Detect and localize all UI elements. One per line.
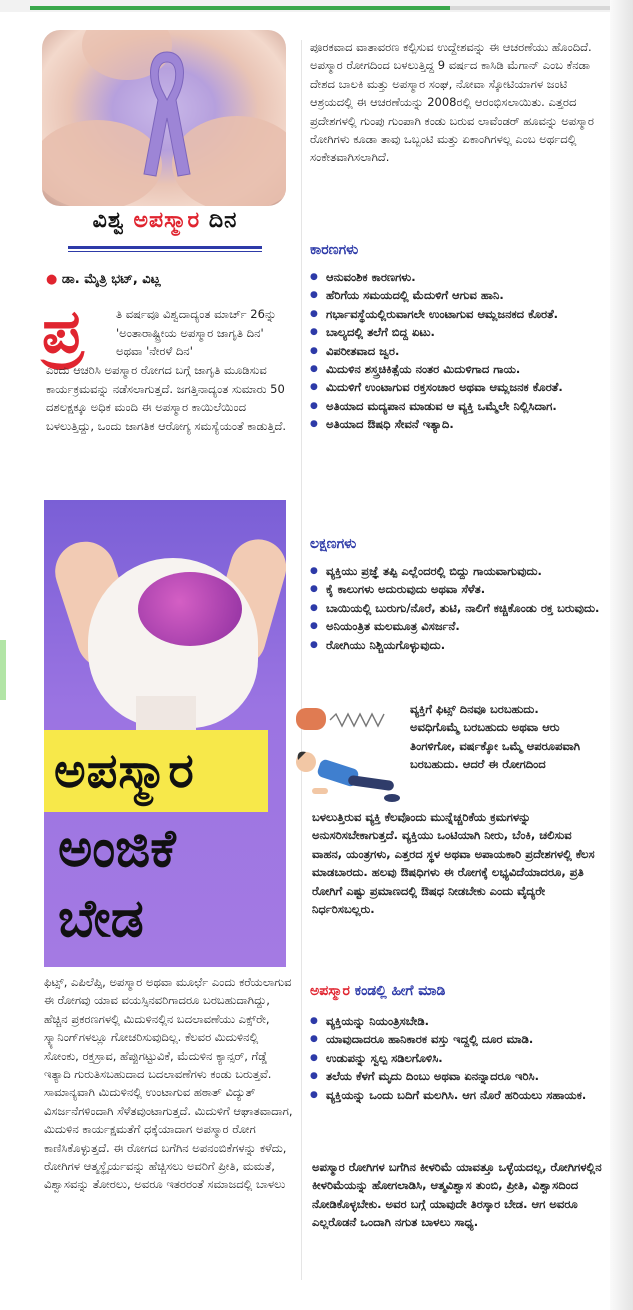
closing-paragraph: ಅಪಸ್ಮಾರ ರೋಗಿಗಳ ಬಗೆಗಿನ ಕೀಳರಿಮೆ ಯಾವತ್ತೂ ಒಳ್ಳೆಯದಲ್ಲ, ರೋಗಿಗಳಲ್ಲಿನ ಕೀಳರಿಮೆಯನ್ನು ಹೋಗಲಾಡಿಸಿ, ಆತ್ಮವಿಶ್ವಾಸ ತುಂಬಿ, ಪ್ರೀತಿ, ವಿಶ್ವಾಸದಿಂದ ನೋಡಿಕೊಳ್ಳಬೇಕು. ಅವರ ಬಗ್ಗೆ ಯಾವುದೇ ತಿರಸ್ಕಾರ ಬೇಡ. ಆಗ ಅವರೂ ಎಲ್ಲರೊಡನೆ ಒಂದಾಗಿ ನಗುತ ಬಾಳಲು ಸಾಧ್ಯ.: [312, 1160, 602, 1230]
article-body-right: ಪೂರಕವಾದ ವಾತಾವರಣ ಕಲ್ಪಿಸುವ ಉದ್ದೇಶವನ್ನು ಈ ಆಚರಣೆಯು ಹೊಂದಿದೆ. ಅಪಸ್ಮಾರ ರೋಗದಿಂದ ಬಳಲುತ್ತಿದ್ದ 9 ವರ್ಷದ ಕಾಸಿಡಿ ಮೆಗಾನ್ ಎಂಬ ಕೆನಡಾ ದೇಶದ ಬಾಲಕಿ ಮತ್ತು ಅಪಸ್ಮಾರ ಸಂಘ, ನೋವಾ ಸ್ಕೋಟಿಯಾಗಳ ಜಂಟಿ ಆಶ್ರಯದಲ್ಲಿ ಈ ಆಚರಣೆಯನ್ನು 2008ರಲ್ಲಿ ಆರಂಭಿಸಲಾಯಿತು. ಎತ್ತರದ ಪ್ರದೇಶಗಳಲ್ಲಿ ಗುಂಪು ಗುಂಪಾಗಿ ಕಂಡು ಬರುವ ಲಾವೆಂಡರ್ ಹೂವನ್ನು ಅಪಸ್ಮಾರ ರೋಗಿಗಳು ಕೂಡಾ ತಾವು ಒಬ್ಬಂಟಿ ಮತ್ತು ಏಕಾಂಗಿಗಳಲ್ಲ ಎಂಬ ಅರ್ಥದಲ್ಲಿ ಸಂಕೇತವಾಗಿಸಲಾಗಿದೆ.: [310, 40, 594, 165]
list-item: ● ವಿಪರೀತವಾದ ಜ್ವರ.: [310, 342, 600, 360]
author-byline: [46, 272, 161, 287]
title-underline: [68, 246, 262, 249]
title-word-world: ವಿಶ್ವ: [92, 208, 125, 233]
list-item: ● ವ್ಯಕ್ತಿಯನ್ನು ಒಂದು ಬದಿಗೆ ಮಲಗಿಸಿ. ಆಗ ನೊರೆ ಹರಿಯಲು ಸಹಾಯಕ.: [310, 1086, 600, 1104]
wave-icon: [330, 714, 384, 726]
purple-ribbon-photo: [42, 30, 286, 206]
symptoms-note-b: ಬಳಲುತ್ತಿರುವ ವ್ಯಕ್ತಿ ಕೆಲವೊಂದು ಮುನ್ನೆಚ್ಚರಿಕೆಯ ಕ್ರಮಗಳನ್ನು ಅನುಸರಿಸಬೇಕಾಗುತ್ತದೆ. ವ್ಯಕ್ತಿಯು ಒಂಟಿಯಾಗಿ ನೀರು, ಬೆಂಕಿ, ಚಲಿಸುವ ವಾಹನ, ಯಂತ್ರಗಳು, ಎತ್ತರದ ಸ್ಥಳ ಅಥವಾ ಅಪಾಯಕಾರಿ ಪ್ರದೇಶಗಳಲ್ಲಿ ಕೆಲಸ ಮಾಡಬಾರದು. ಹಲವು ಔಷಧಿಗಳು ಈ ರೋಗಕ್ಕೆ ಲಭ್ಯವಿದೆಯಾದರೂ, ಪ್ರತಿ ರೋಗಿಗೆ ಎಷ್ಟು ಪ್ರಮಾಣದಲ್ಲಿ ಔಷಧ ನೀಡಬೇಕು ಎಂದು ವೈದ್ಯರೇ ನಿರ್ಧರಿಸಬಲ್ಲರು.: [312, 810, 595, 917]
list-item: ● ಅತಿಯಾದ ಔಷಧಿ ಸೇವನೆ ಇತ್ಯಾದಿ.: [310, 415, 600, 433]
list-item: ● ಅತಿಯಾದ ಮದ್ಯಪಾನ ಮಾಡುವ ಆ ವ್ಯಕ್ತಿ ಒಮ್ಮೆಲೇ ನಿಲ್ಲಿಸಿದಾಗ.: [310, 397, 600, 415]
symptoms-note-a: ವ್ಯಕ್ತಿಗೆ ಫಿಟ್ಸ್ ದಿನವೂ ಬರಬಹುದು. ಅವಧಿಗೊಮ್ಮೆ ಬರಬಹುದು ಅಥವಾ ಆರು ತಿಂಗಳಿಗೋ, ವರ್ಷಕ್ಕೋ ಒಮ್ಮೆ ಆಪರೂಪವಾಗಿ ಬರಬಹುದು. ಆದರೆ ಈ ರೋಗದಿಂದ: [410, 702, 581, 772]
awareness-ribbon-icon: [140, 48, 194, 178]
intro-text-beside-dropcap: ತಿ ವರ್ಷವೂ ವಿಶ್ವದಾದ್ಯಂತ ಮಾರ್ಚ್ 26ನ್ನು 'ಅಂತಾರಾಷ್ಟ್ರೀಯ ಅಪಸ್ಮಾರ ಜಾಗೃತಿ ದಿನ' ಅಥವಾ 'ನೇರಳೆ ದಿನ': [116, 307, 277, 359]
list-item: ● ಮಿದುಳಿಗೆ ಉಂಟಾಗುವ ರಕ್ತಸಂಚಾರ ಅಥವಾ ಆಮ್ಲಜನಕ ಕೊರತೆ.: [310, 378, 600, 396]
list-item: ● ಅನಿಯಂತ್ರಿತ ಮಲಮೂತ್ರ ವಿಸರ್ಜನೆ.: [310, 617, 600, 635]
person-hand-icon: [312, 788, 328, 794]
symptoms-heading: ಲಕ್ಷಣಗಳು: [310, 536, 357, 552]
poster-line-3: ಬೇಡ: [58, 889, 144, 949]
brain-icon: [138, 572, 242, 646]
list-item: ● ಕೈ ಕಾಲುಗಳು ಅದುರುವುದು ಅಥವಾ ಸೆಳೆತ.: [310, 580, 600, 598]
list-item: ● ಉಡುಪನ್ನು ಸ್ವಲ್ಪ ಸಡಿಲಗೊಳಿಸಿ.: [310, 1049, 600, 1067]
progress-track: [450, 6, 620, 10]
page-edge-shadow: [610, 0, 633, 1310]
list-item: ● ವ್ಯಕ್ತಿಯನ್ನು ನಿಯಂತ್ರಿಸಬೇಡಿ.: [310, 1012, 600, 1030]
left-edge-mark: [0, 640, 6, 700]
progress-fill: [30, 6, 450, 10]
title-word-day: ದಿನ: [208, 208, 238, 233]
title-underline-thin: [68, 251, 262, 252]
list-item: ● ಯಾವುದಾದರೂ ಹಾನಿಕಾರಕ ವಸ್ತು ಇದ್ದಲ್ಲಿ ದೂರ ಮಾಡಿ.: [310, 1030, 600, 1048]
list-item: ● ಬಾಯಿಯಲ್ಲಿ ಬುರುಗು/ನೊರೆ, ತುಟಿ, ನಾಲಿಗೆ ಕಚ್ಚಿಕೊಂಡು ರಕ್ತ ಬರುವುದು.: [310, 599, 600, 617]
list-item: ● ರೋಗಿಯು ನಿಶ್ಚಿಯಗೊಳ್ಳುವುದು.: [310, 636, 600, 654]
article-body-left: ಫಿಟ್ಸ್, ಎಪಿಲೆಪ್ಸಿ, ಅಪಸ್ಮಾರ ಅಥವಾ ಮೂರ್ಛೆ ಎಂದು ಕರೆಯಲಾಗುವ ಈ ರೋಗವು ಯಾವ ವಯಸ್ಸಿನವರಿಗಾದರೂ ಬರಬಹುದಾಗಿದ್ದು, ಹೆಚ್ಚಿನ ಪ್ರಕರಣಗಳಲ್ಲಿ ಮಿದುಳಿನಲ್ಲಿನ ಬದಲಾವಣೆಯು ಎಕ್ಸ್‌ರೇ, ಸ್ಕ್ಯಾನಿಂಗ್‌ಗಳಲ್ಲೂ ಗೋಚರಿಸುವುದಿಲ್ಲ. ಕೆಲವರ ಮಿದುಳಿನಲ್ಲಿ ಸೋಂಕು, ರಕ್ತಸ್ರಾವ, ಹೆಪ್ಪುಗಟ್ಟುವಿಕೆ, ಮೆದುಳಿನ ಕ್ಯಾನ್ಸರ್, ಗೆಡ್ಡೆ ಇತ್ಯಾದಿ ಗುರುತಿಸಬಹುದಾದ ಬದಲಾವಣೆಗಳು ಕಂಡು ಬರುತ್ತವೆ. ಸಾಮಾನ್ಯವಾಗಿ ಮಿದುಳಿನಲ್ಲಿ ಉಂಟಾಗುವ ಹಠಾತ್ ವಿದ್ಯುತ್ ವಿಸರ್ಜನೆಗಳಿಂದಾಗಿ ಸೆಳೆತವುಂಟಾಗುತ್ತದೆ. ಮಿದುಳಿಗೆ ಆಘಾತವಾದಾಗ, ಮಿದುಳಿನ ಕಾರ್ಯಕ್ಷಮತೆಗೆ ಧಕ್ಕೆಯಾದಾಗ ಅಪಸ್ಮಾರ ರೋಗ ಕಾಣಿಸಿಕೊಳ್ಳುತ್ತದೆ. ಈ ರೋಗದ ಬಗೆಗಿನ ಅಪನಂಬಿಕೆಗಳನ್ನು ಕಳೆದು, ರೋಗಿಗಳ ಆತ್ಮಸ್ಥೈರ್ಯವನ್ನು ಹೆಚ್ಚಿಸಲು ಅವರಿಗೆ ಪ್ರೀತಿ, ಮಮತೆ, ವಿಶ್ವಾಸವನ್ನು ತೋರಲು, ಅವರೂ ಇತರರಂತೆ ಸಮಾಜದಲ್ಲಿ ಬಾಳಲು: [44, 975, 293, 1192]
page-title: [60, 208, 270, 233]
bullet-icon: ●: [46, 272, 58, 287]
what-to-do-heading-blue: ಕಂಡಲ್ಲಿ ಹೀಗೆ ಮಾಡಿ: [354, 983, 446, 999]
browser-progress-bar: [0, 0, 633, 12]
what-to-do-list: [310, 1012, 600, 1104]
list-item: ● ವ್ಯಕ್ತಿಯು ಪ್ರಜ್ಞೆ ತಪ್ಪಿ ಎಲ್ಲೆಂದರಲ್ಲಿ ಬಿದ್ದು ಗಾಯವಾಗುವುದು.: [310, 562, 600, 580]
awareness-poster: [44, 500, 286, 967]
list-item: ● ಆನುವಂಶಿಕ ಕಾರಣಗಳು.: [310, 268, 600, 286]
brain-icon: [296, 708, 326, 730]
causes-heading: ಕಾರಣಗಳು: [310, 242, 359, 258]
person-legs-icon: [348, 775, 395, 791]
drop-cap: ಪ್ರ: [42, 297, 84, 367]
list-item: ● ಹೆರಿಗೆಯ ಸಮಯದಲ್ಲಿ ಮೆದುಳಿಗೆ ಆಗುವ ಹಾನಿ.: [310, 286, 600, 304]
list-item: ● ಬಾಲ್ಯದಲ್ಲಿ ತಲೆಗೆ ಬಿದ್ದ ಏಟು.: [310, 323, 600, 341]
poster-line-1: ಅಪಸ್ಮಾರ: [54, 743, 195, 799]
list-item: ● ಮಿದುಳಿನ ಶಸ್ತ್ರಚಿಕಿತ್ಸೆಯ ನಂತರ ಮಿದುಳಿಗಾದ ಗಾಯ.: [310, 360, 600, 378]
column-divider: [301, 40, 302, 1280]
symptoms-list: [310, 562, 600, 654]
seizure-illustration: [292, 702, 408, 810]
title-word-epilepsy: ಅಪಸ್ಮಾರ: [133, 208, 201, 233]
list-item: ● ತಲೆಯ ಕೆಳಗೆ ಮೃದು ದಿಂಬು ಅಥವಾ ಏನನ್ನಾದರೂ ಇರಿಸಿ.: [310, 1067, 600, 1085]
author-name: ಡಾ. ಮೈತ್ರಿ ಭಟ್, ವಿಟ್ಲ: [61, 272, 161, 287]
shoe-icon: [384, 794, 400, 802]
list-item: ● ಗರ್ಭಾವಸ್ಥೆಯಲ್ಲಿರುವಾಗಲೇ ಉಂಟಾಗುವ ಆಮ್ಲಜನಕದ ಕೊರತೆ.: [310, 305, 600, 323]
causes-list: [310, 268, 600, 434]
what-to-do-heading-red: ಅಪಸ್ಮಾರ: [310, 983, 350, 999]
poster-line-2: ಅಂಜಿಕೆ: [58, 819, 176, 879]
what-to-do-heading: [310, 983, 445, 999]
intro-text: ಎಂದು ಆಚರಿಸಿ ಅಪಸ್ಮಾರ ರೋಗದ ಬಗ್ಗೆ ಜಾಗೃತಿ ಮೂಡಿಸುವ ಕಾರ್ಯಕ್ರಮವನ್ನು ನಡೆಸಲಾಗುತ್ತದೆ. ಜಗತ್ತಿನಾದ್ಯಂತ ಸುಮಾರು 50 ದಶಲಕ್ಷಕ್ಕೂ ಅಧಿಕ ಮಂದಿ ಈ ಅಪಸ್ಮಾರ ಕಾಯಿಲೆಯಿಂದ ಬಳಲುತ್ತಿದ್ದು, ಒಂದು ಜಾಗತಿಕ ಆರೋಗ್ಯ ಸಮಸ್ಯೆಯಂತೆ ಕಾಡುತ್ತಿದೆ.: [46, 363, 287, 433]
